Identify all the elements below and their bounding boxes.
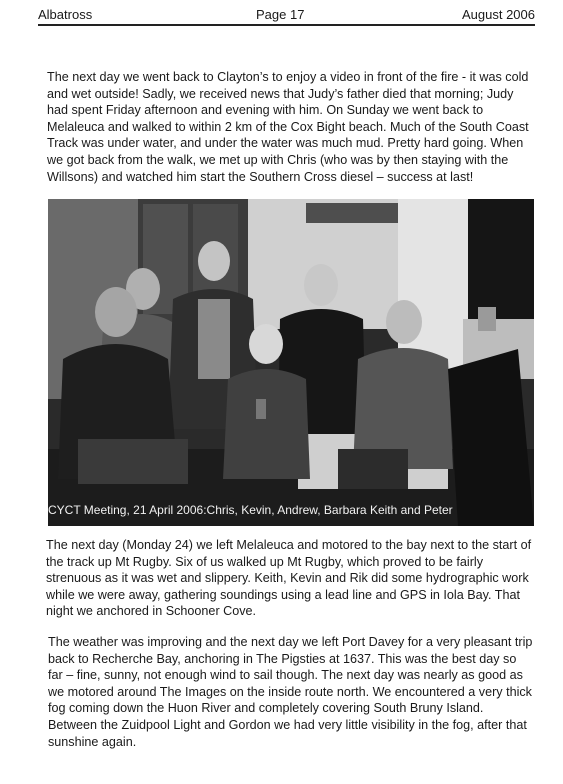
photo-caption: CYCT Meeting, 21 April 2006:Chris, Kevin, Andrew, Barbara Keith and Peter (48, 503, 453, 517)
group-photo-image (48, 199, 534, 526)
paragraph-mt-rugby: The next day (Monday 24) we left Melaleuca and motored to the bay next to the start of the track up Mt Rugby. Six of us walked up Mt Rugby, which proved to be fairly strenuous as it was wet and slippery. Keith, Kevin and Rik did some hydrographic work while we were away, gathering soundings using a lead line and GPS in Iola Bay. That night we anchored in Schooner Cove. (46, 538, 532, 619)
header-rule (38, 24, 535, 26)
page-number: Page 17 (256, 7, 305, 22)
group-photo (48, 199, 534, 526)
paragraph-claytons: The next day we went back to Clayton’s to enjoy a video in front of the fire - it was cold and wet outside! Sadly, we received news that Judy’s father died that morning; Judy had spent Friday afternoon and evening with him. On Sunday we went back to Melaleuca and walked to within 2 km of the Cox Bight beach. Much of the South Coast Track was under water, and under the water was much mud. Pretty hard going. When we got back from the walk, we met up with Chris (who was by then staying with the Willsons) and watched him start the Southern Cross diesel – success at last! (47, 70, 529, 184)
paragraph-recherche-bay: The weather was improving and the next day we left Port Davey for a very pleasant trip back to Recherche Bay, anchoring in The Pigsties at 1637. This was the best day so far – fine, sunny, not enough wind to sail though. The next day was nearly as good as we motored around The Images on the inside route north. We encountered a very thick fog coming down the Huon River and completely covering South Bruny Island. Between the Zuidpool Light and Gordon we had very little visibility in the fog, after that sunshine again. (48, 635, 533, 749)
publication-title: Albatross (38, 7, 93, 22)
page-header (38, 5, 535, 25)
issue-date: August 2006 (461, 7, 535, 22)
